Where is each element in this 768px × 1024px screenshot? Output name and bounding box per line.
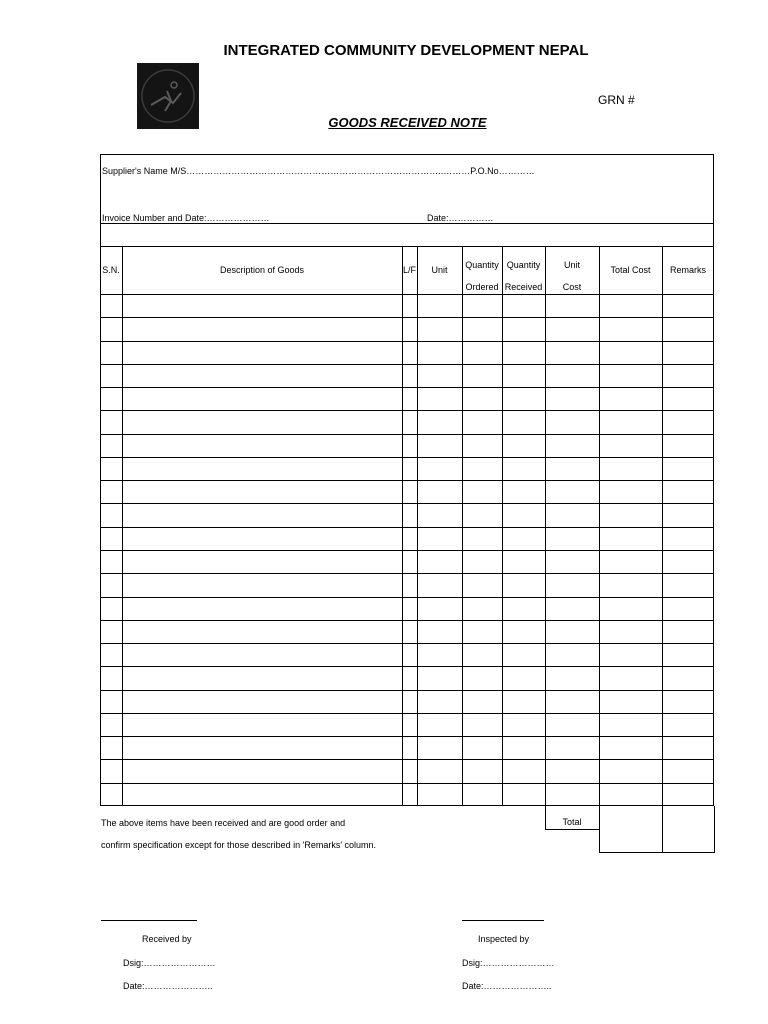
date-field[interactable]: Date:…………… <box>427 213 494 223</box>
table-row <box>100 364 714 365</box>
table-row <box>100 527 714 528</box>
table-column-divider <box>599 246 600 806</box>
column-header-lf: L/F <box>402 265 416 275</box>
table-row <box>100 550 714 551</box>
table-row <box>100 410 714 411</box>
table-row <box>100 643 714 644</box>
invoice-number-field[interactable]: Invoice Number and Date:………………… <box>102 213 270 223</box>
column-header-unit-cost-2: Cost <box>562 282 582 292</box>
table-column-divider <box>662 246 663 806</box>
table-row <box>100 620 714 621</box>
table-row <box>100 713 714 714</box>
supplier-name-field[interactable]: Supplier's Name M/S…………………………………………………………………………..………P.O.No………… <box>102 166 535 176</box>
table-row <box>100 434 714 435</box>
table-row <box>100 457 714 458</box>
column-header-qty-ordered-2: Ordered <box>465 282 499 292</box>
table-row <box>100 317 714 318</box>
inspected-by-dsig-field[interactable]: Dsig:…………………… <box>462 958 555 968</box>
divider <box>100 246 714 247</box>
table-row <box>100 783 714 784</box>
confirmation-note-line2: confirm specification except for those described in 'Remarks' column. <box>101 840 377 850</box>
total-label-underline <box>545 829 599 830</box>
total-box-right <box>714 806 715 853</box>
table-column-divider <box>502 246 503 806</box>
grn-number-label: GRN # <box>598 93 635 107</box>
confirmation-note-line1: The above items have been received and are good order and <box>101 818 346 828</box>
total-box-mid <box>662 806 663 853</box>
organization-name: INTEGRATED COMMUNITY DEVELOPMENT NEPAL <box>223 42 589 59</box>
table-row <box>100 666 714 667</box>
inspected-by-date-field[interactable]: Date:………………….. <box>462 981 552 991</box>
received-by-dsig-field[interactable]: Dsig:…………………… <box>123 958 216 968</box>
document-title: GOODS RECEIVED NOTE <box>328 115 487 130</box>
table-row <box>100 690 714 691</box>
inspected-by-signature-line[interactable] <box>462 920 544 921</box>
total-label: Total <box>562 817 582 827</box>
received-by-date-field[interactable]: Date:………………….. <box>123 981 213 991</box>
table-row <box>100 573 714 574</box>
total-box-bottom <box>599 852 714 853</box>
table-column-divider <box>462 246 463 806</box>
column-header-qty-ordered: Quantity <box>465 260 499 270</box>
table-column-divider <box>402 246 403 806</box>
column-header-qty-received: Quantity <box>506 260 541 270</box>
table-column-divider <box>122 246 123 806</box>
table-row <box>100 341 714 342</box>
table-column-divider <box>545 246 546 806</box>
received-by-signature-line[interactable] <box>101 920 197 921</box>
inspected-by-label: Inspected by <box>478 934 530 944</box>
total-box-left <box>599 806 600 853</box>
table-row <box>100 387 714 388</box>
divider <box>100 223 714 224</box>
table-column-divider <box>417 246 418 806</box>
received-by-label: Received by <box>142 934 192 944</box>
table-row <box>100 736 714 737</box>
column-header-qty-received-2: Received <box>504 282 543 292</box>
column-header-sn: S.N. <box>102 265 120 275</box>
table-row <box>100 294 714 295</box>
column-header-description: Description of Goods <box>219 265 305 275</box>
table-row <box>100 597 714 598</box>
table-row <box>100 759 714 760</box>
table-row <box>100 503 714 504</box>
column-header-total-cost: Total Cost <box>610 265 651 275</box>
column-header-unit: Unit <box>431 265 448 275</box>
table-row <box>100 480 714 481</box>
column-header-remarks: Remarks <box>669 265 706 275</box>
column-header-unit-cost: Unit <box>563 260 580 270</box>
